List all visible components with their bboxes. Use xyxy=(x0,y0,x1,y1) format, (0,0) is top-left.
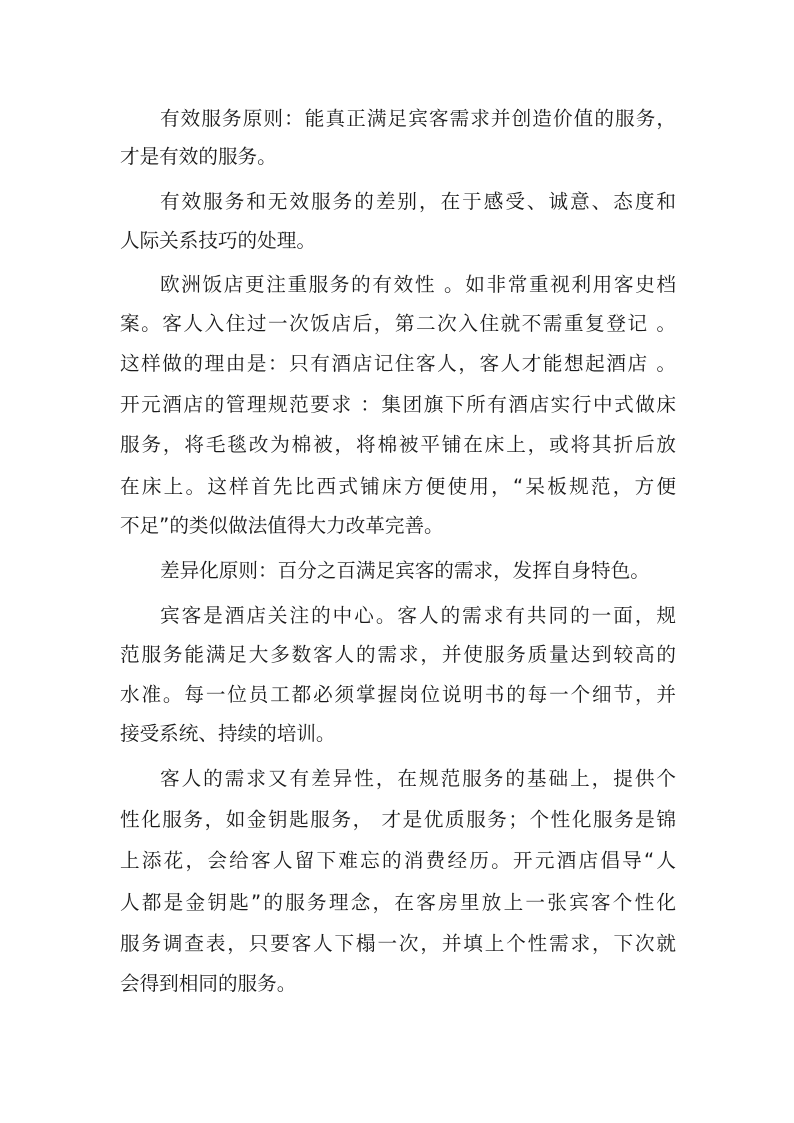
paragraph-line: 才是有效的服务。 xyxy=(120,145,277,168)
paragraph-line: 接受系统、持续的培训。 xyxy=(120,722,336,745)
paragraph-line: 人都是金钥匙”的服务理念，在客房里放上一张宾客个性化 xyxy=(120,891,676,914)
paragraph-line: 范服务能满足大多数客人的需求，并使服务质量达到较高的 xyxy=(120,643,676,666)
paragraph-line: 有效服务和无效服务的差别，在于感受、诚意、态度和 xyxy=(160,190,676,213)
paragraph-line: 水准。每一位员工都必须掌握岗位说明书的每一个细节，并 xyxy=(120,683,676,706)
paragraph-line: 人际关系技巧的处理。 xyxy=(120,229,316,252)
paragraph-line: 开元酒店的管理规范要求 ：集团旗下所有酒店实行中式做床 xyxy=(120,393,676,416)
paragraph-line: 案。客人入住过一次饭店后，第二次入住就不需重复登记 。 xyxy=(120,312,676,335)
paragraph-line: 上添花，会给客人留下难忘的消费经历。开元酒店倡导“人 xyxy=(120,849,676,872)
paragraph-line: 性化服务，如金钥匙服务， 才是优质服务；个性化服务是锦 xyxy=(120,808,676,831)
paragraph-line: 欧洲饭店更注重服务的有效性 。如非常重视利用客史档 xyxy=(160,273,676,296)
paragraph-line: 在床上。这样首先比西式铺床方便使用，“呆板规范，方便 xyxy=(120,475,676,498)
paragraph-line: 客人的需求又有差异性，在规范服务的基础上，提供个 xyxy=(160,767,676,790)
paragraph-line: 服务调查表，只要客人下榻一次，并填上个性需求，下次就 xyxy=(120,932,676,955)
paragraph-line: 这样做的理由是：只有酒店记住客人，客人才能想起酒店 。 xyxy=(120,352,676,375)
paragraph-line: 差异化原则：百分之百满足宾客的需求，发挥自身特色。 xyxy=(160,559,650,582)
paragraph-line: 会得到相同的服务。 xyxy=(120,972,297,995)
paragraph-line: 服务，将毛毯改为棉被，将棉被平铺在床上，或将其折后放 xyxy=(120,433,676,456)
paragraph-line: 不足”的类似做法值得大力改革完善。 xyxy=(120,514,444,537)
paragraph-line: 宾客是酒店关注的中心。客人的需求有共同的一面，规 xyxy=(160,604,676,627)
paragraph-line: 有效服务原则：能真正满足宾客需求并创造价值的服务， xyxy=(160,107,676,130)
